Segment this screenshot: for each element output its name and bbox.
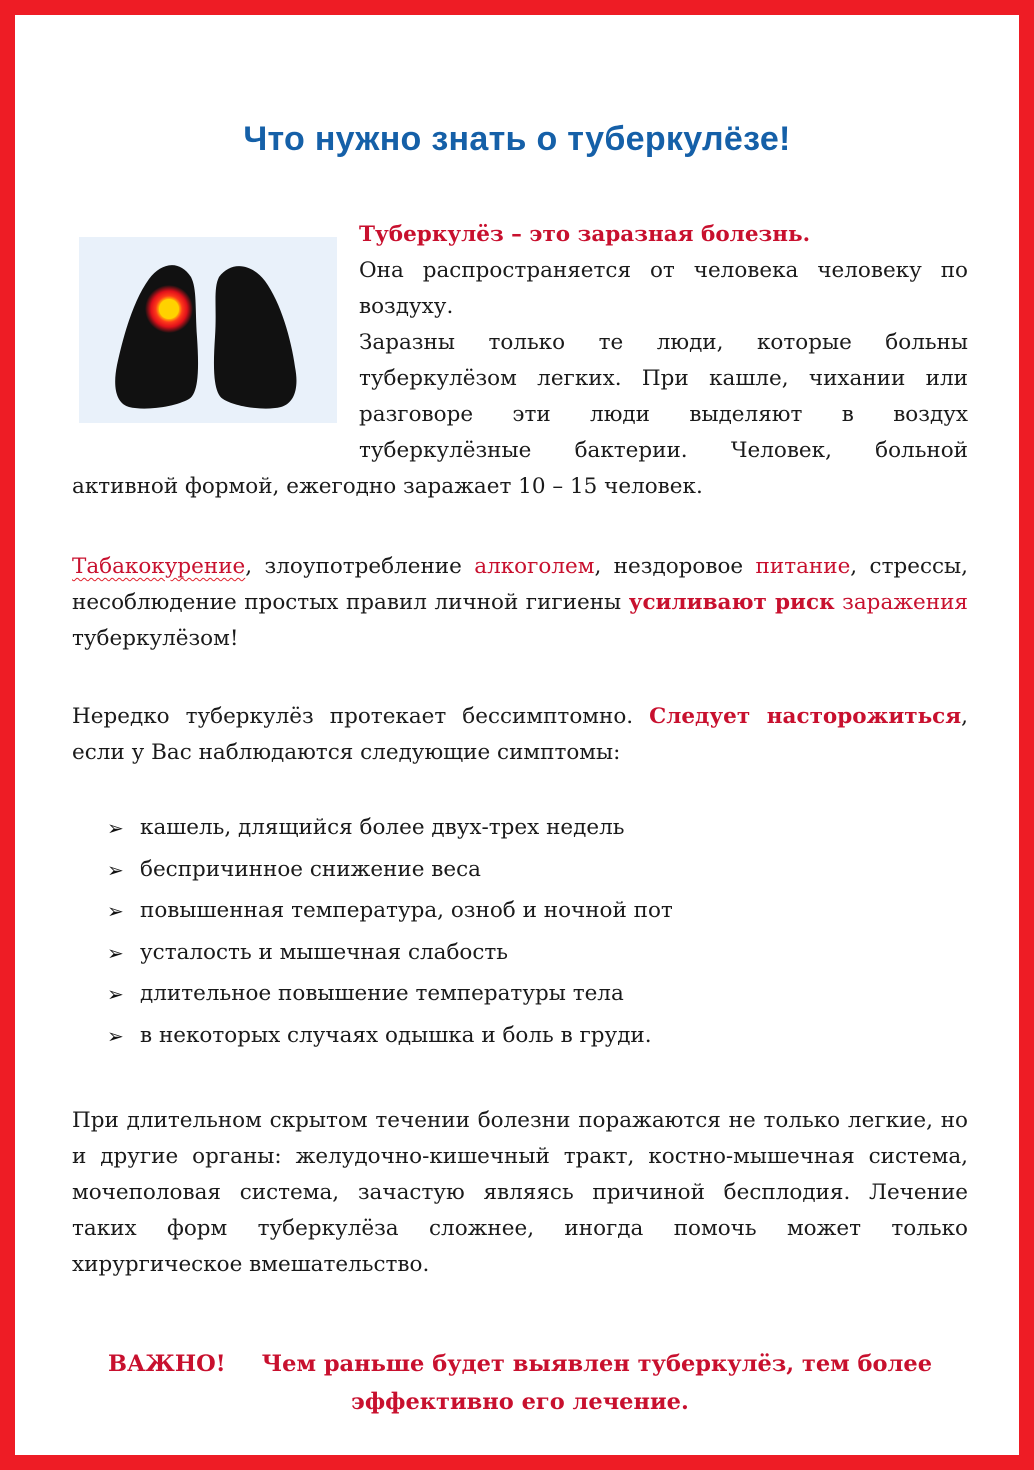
risk-word-infection: заражения bbox=[842, 590, 968, 615]
risk-paragraph bbox=[72, 549, 968, 657]
risk-word-nutrition: питание bbox=[755, 554, 851, 579]
lungs-icon bbox=[79, 237, 337, 423]
intro-text-1: Она распространяется от человека человеку по воздуху. bbox=[359, 258, 968, 319]
symptom-text: в некоторых случаях одышка и боль в груди. bbox=[140, 1022, 652, 1048]
symptom-text: длительное повышение температуры тела bbox=[140, 981, 624, 1006]
list-item bbox=[107, 852, 967, 894]
arrow-bullet-icon: ➢ bbox=[107, 1023, 124, 1048]
risk-text-4 bbox=[835, 590, 843, 615]
symptoms-intro bbox=[72, 699, 968, 771]
list-item bbox=[107, 976, 967, 1018]
risk-text-2: , нездоровое bbox=[594, 554, 756, 579]
intro-heading: Туберкулёз – это заразная болезнь. bbox=[359, 222, 811, 247]
list-item bbox=[107, 893, 967, 935]
symptom-text: кашель, длящийся более двух-трех недель bbox=[140, 815, 625, 840]
risk-text-5: туберкулёзом! bbox=[72, 626, 239, 651]
arrow-bullet-icon: ➢ bbox=[107, 982, 124, 1006]
page-title: Что нужно знать о туберкулёзе! bbox=[243, 120, 791, 158]
list-item bbox=[107, 935, 967, 977]
symptoms-list bbox=[107, 810, 967, 1059]
risk-word-alcohol: алкоголем bbox=[474, 554, 595, 579]
symptoms-text-1: Нередко туберкулёз протекает бессимптомно. bbox=[72, 704, 650, 729]
list-item bbox=[107, 1018, 967, 1060]
important-note bbox=[72, 1345, 968, 1421]
arrow-bullet-icon: ➢ bbox=[107, 816, 124, 840]
arrow-bullet-icon: ➢ bbox=[107, 857, 124, 882]
symptom-text: повышенная температура, озноб и ночной пот bbox=[140, 898, 673, 923]
risk-text-1: , злоупотребление bbox=[245, 554, 475, 579]
list-item bbox=[107, 810, 967, 852]
symptom-text: усталость и мышечная слабость bbox=[140, 939, 508, 965]
intro-text-2: Заразны только те люди, которые больны туберкулёзом легких. При кашле, чихании или разговоре эти люди выделяют в воздух туберкулёзные бактерии. Человек, больной активной формой, ежегодно заражает 10 – 15 человек. bbox=[72, 330, 968, 499]
risk-text-3: , стрессы, несоблюдение простых правил личной гигиены bbox=[72, 554, 968, 615]
risk-word-increase: усиливают риск bbox=[628, 590, 835, 615]
symptoms-warning: Следует насторожиться bbox=[649, 704, 962, 729]
symptom-text: беспричинное снижение веса bbox=[140, 856, 481, 882]
arrow-bullet-icon: ➢ bbox=[107, 899, 124, 923]
important-label: ВАЖНО! bbox=[107, 1351, 226, 1377]
intro-section bbox=[72, 217, 968, 505]
symptoms-text-2: , если у Вас наблюдаются следующие симптомы: bbox=[72, 704, 968, 765]
complications-paragraph: При длительном скрытом течении болезни поражаются не только легкие, но и другие органы: желудочно-кишечный тракт, костно-мышечная система, мочеполовая система, зачастую являясь причиной бесплодия. Лечение таких форм туберкулёза сложнее, иногда помочь может только хирургическое вмешательство. bbox=[72, 1108, 968, 1277]
risk-word-smoking: Табакокурение bbox=[72, 554, 246, 579]
important-text: Чем раньше будет выявлен туберкулёз, тем более эффективно его лечение. bbox=[261, 1351, 933, 1415]
arrow-bullet-icon: ➢ bbox=[107, 940, 124, 965]
